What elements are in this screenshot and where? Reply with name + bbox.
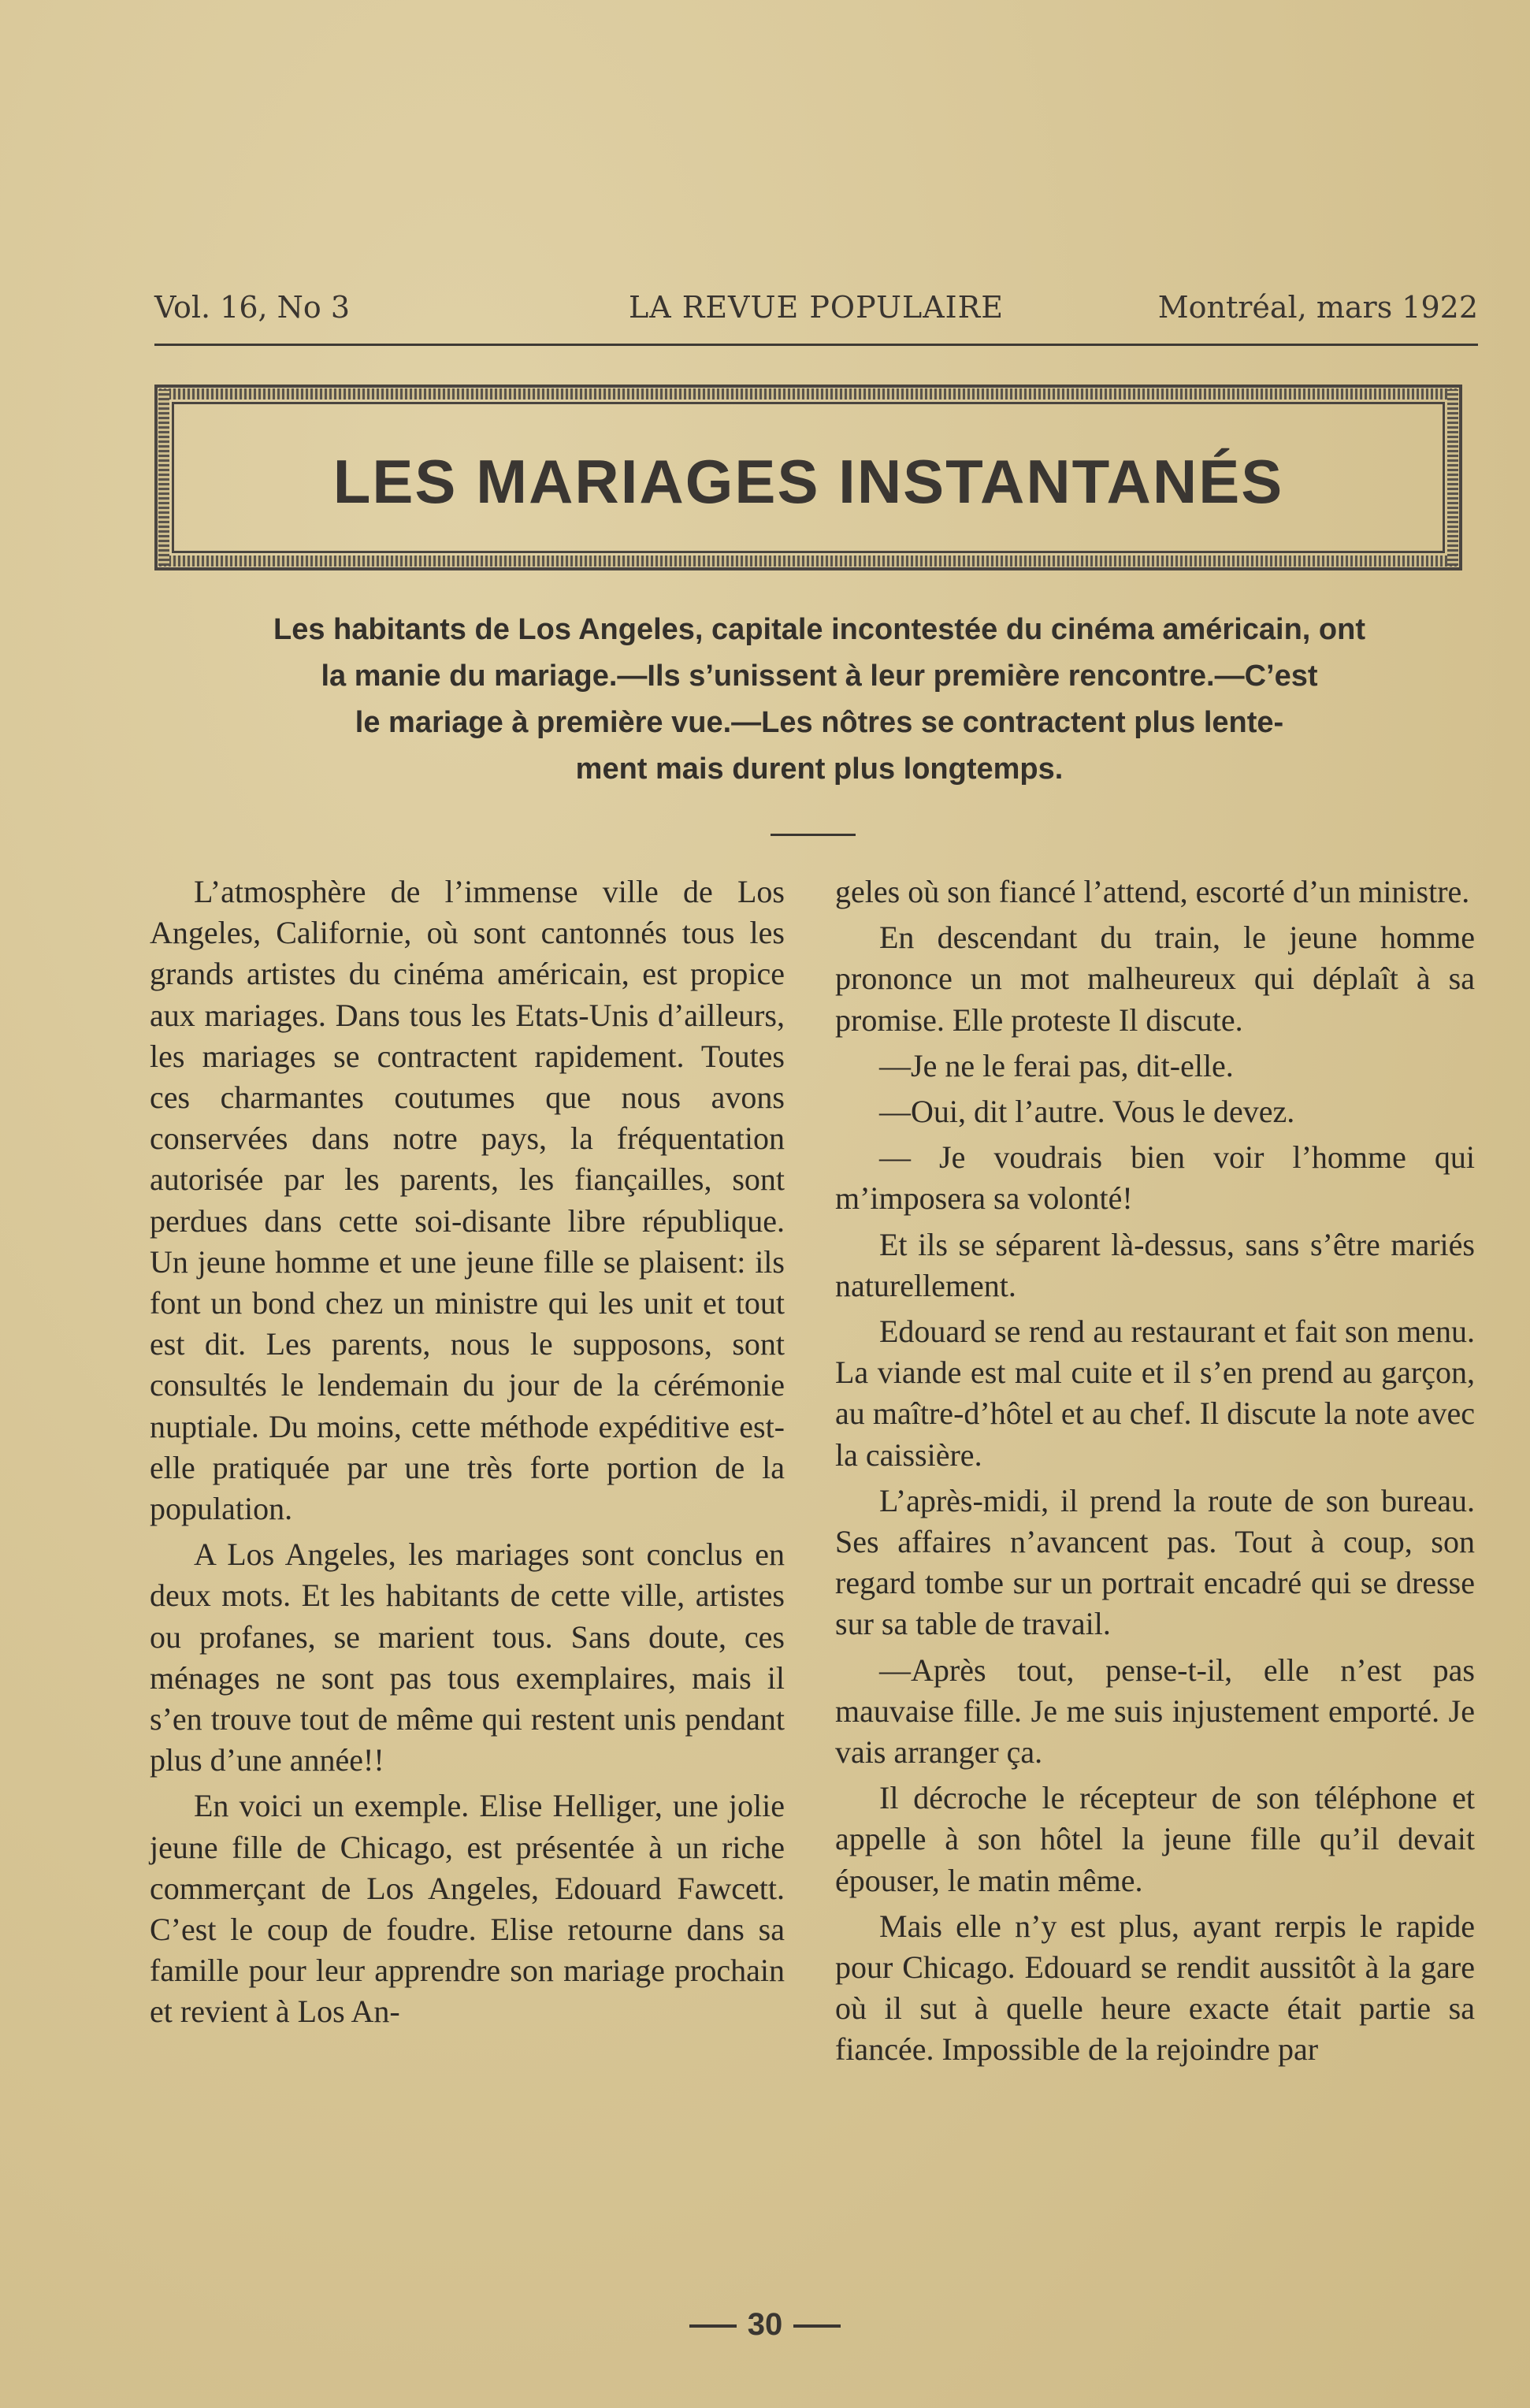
header-rule bbox=[154, 344, 1478, 346]
folio-dash-right bbox=[793, 2324, 841, 2328]
paragraph: L’atmosphère de l’immense ville de Los Angeles, Californie, où sont cantonnés tous les grands artistes du cinéma américain, est propice aux mariages. Dans tous les Etats-Unis d’ailleurs, les mariages se contractent rapidement. Toutes ces charmantes coutumes que nous avons conservées dans notre pays, la fréquentation autorisée par les parents, les fiançailles, sont perdues dans cette soi-disante libre république. Un jeune homme et une jeune fille se plaisent: ils font un bond chez un ministre qui les unit et tout est dit. Les parents, nous le supposons, sont consultés le lendemain du jour de la cérémonie nuptiale. Du moins, cette méthode expéditive est-elle pratiquée par une très forte portion de la population. bbox=[150, 874, 785, 1527]
article-deck bbox=[158, 607, 1481, 793]
paragraph: —Je ne le ferai pas, dit-elle. bbox=[879, 1047, 1234, 1083]
dateline: Montréal, mars 1922 bbox=[1157, 290, 1478, 325]
title-frame-right-band bbox=[1447, 389, 1458, 566]
separator-rule bbox=[771, 834, 856, 836]
paragraph: —Après tout, pense-t-il, elle n’est pas mauvaise fille. Je me suis injustement emporté. Je vais arranger ça. bbox=[835, 1652, 1475, 1771]
running-header bbox=[154, 290, 1478, 333]
paragraph: En voici un exemple. Elise Helliger, une jolie jeune fille de Chicago, est présentée à un riche commerçant de Los Angeles, Edouard Fawcett. C’est le coup de foudre. Elise retourne dans sa famille pour leur apprendre son mariage prochain et revient à Los An- bbox=[150, 1788, 785, 2030]
page-number-text: 30 bbox=[747, 2307, 783, 2342]
deck-line: le mariage à première vue.—Les nôtres se contractent plus lente- bbox=[355, 706, 1284, 739]
paragraph: — Je voudrais bien voir l’homme qui m’imposera sa volonté! bbox=[835, 1139, 1475, 1217]
title-frame-left-band bbox=[158, 389, 169, 566]
folio-dash-left bbox=[689, 2324, 737, 2328]
right-column bbox=[835, 871, 1475, 2075]
paragraph-continuation: geles où son fiancé l’attend, escorté d’un ministre. bbox=[835, 874, 1470, 909]
article-title: LES MARIAGES INSTANTANÉS bbox=[332, 447, 1284, 516]
paragraph: Edouard se rend au restaurant et fait son menu. La viande est mal cuite et il s’en prend au garçon, au maître-d’hôtel et au chef. Il discute la note avec la caissière. bbox=[835, 1314, 1475, 1473]
paragraph: L’après-midi, il prend la route de son bureau. Ses affaires n’avancent pas. Tout à coup, son regard tombe sur un portrait encadré qui se dresse sur sa table de travail. bbox=[835, 1482, 1475, 1642]
paragraph: —Oui, dit l’autre. Vous le devez. bbox=[879, 1094, 1295, 1130]
title-frame-bottom-band bbox=[159, 556, 1458, 567]
deck-line: Les habitants de Los Angeles, capitale incontestée du cinéma américain, ont bbox=[273, 613, 1365, 646]
volume-number: Vol. 16, No 3 bbox=[154, 290, 351, 325]
publication-name: LA REVUE POPULAIRE bbox=[628, 290, 1005, 325]
paragraph: Il décroche le récepteur de son téléphone et appelle à son hôtel la jeune fille qu’il devait épouser, le matin même. bbox=[835, 1780, 1475, 1898]
deck-line: ment mais durent plus longtemps. bbox=[575, 752, 1064, 786]
paragraph: Mais elle n’y est plus, ayant rerpis le rapide pour Chicago. Edouard se rendit aussitôt à la gare où il sut à quelle heure exacte était partie sa fiancée. Impossible de la rejoindre par bbox=[835, 1908, 1475, 2068]
paragraph: A Los Angeles, les mariages sont conclus en deux mots. Et les habitants de cette ville, artistes ou profanes, se marient tous. Sans doute, ces ménages ne sont pas tous exemplaires, mais il s’en trouve tout de même qui restent unis pendant plus d’une année!! bbox=[150, 1537, 785, 1778]
paragraph: En descendant du train, le jeune homme prononce un mot malheureux qui déplaît à sa promise. Elle proteste Il discute. bbox=[835, 920, 1475, 1038]
deck-line: la manie du mariage.—Ils s’unissent à leur première rencontre.—C’est bbox=[321, 660, 1318, 693]
title-frame bbox=[154, 385, 1462, 570]
page-number bbox=[0, 2307, 1530, 2343]
left-column bbox=[150, 871, 785, 2038]
paragraph: Et ils se séparent là-dessus, sans s’être mariés naturellement. bbox=[835, 1226, 1475, 1303]
title-frame-top-band bbox=[159, 388, 1458, 399]
